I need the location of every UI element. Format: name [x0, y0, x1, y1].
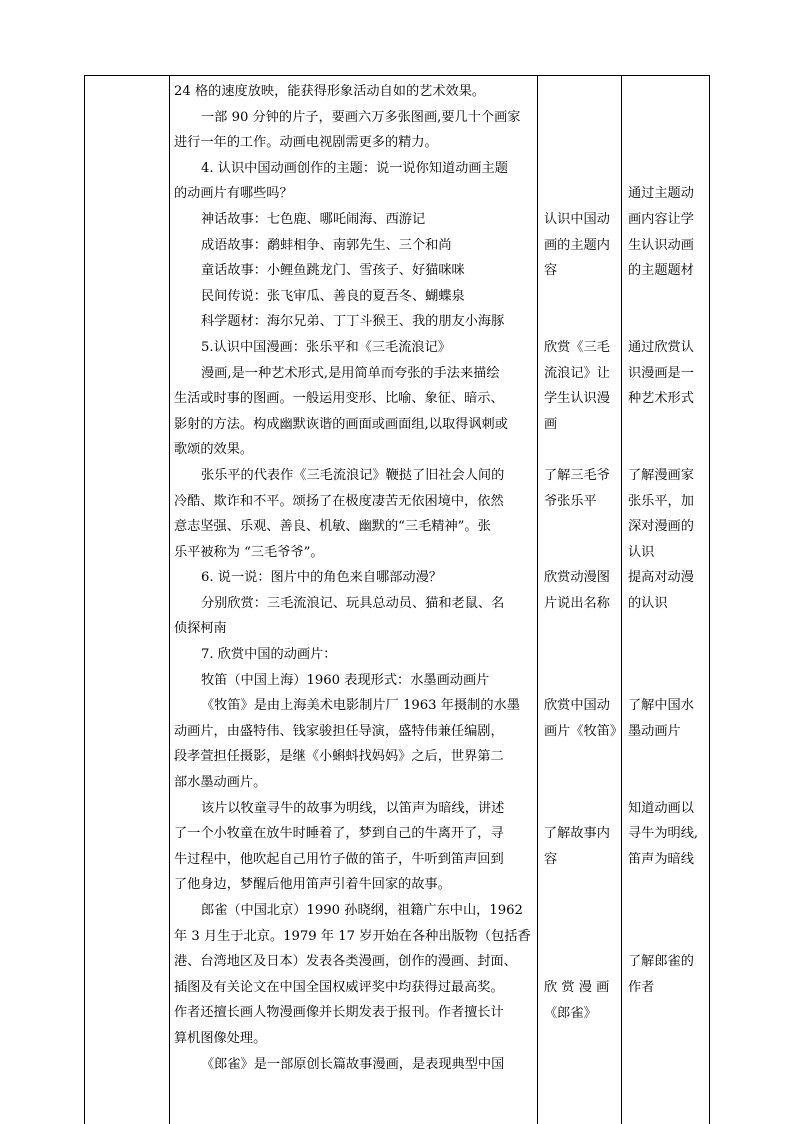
student-activity-line: 了解故事内 — [544, 826, 610, 842]
content-line: 影射的方法。构成幽默诙谐的画面或画面组,以取得讽刺或 — [174, 416, 508, 432]
design-intent-line: 通过主题动 — [628, 186, 694, 202]
student-activity-line: 欣赏中国动 — [544, 698, 610, 714]
content-line: 侦探柯南 — [174, 621, 227, 637]
content-line: 进行一年的工作。动画电视剧需更多的精力。 — [174, 135, 438, 151]
design-intent-line: 的认识 — [628, 595, 668, 611]
design-intent — [622, 693, 694, 744]
content-line: 了他身边，梦醒后他用笛声引着牛回家的故事。 — [174, 877, 451, 893]
content-line: 6. 说一说：图片中的角色来自哪部动漫？ — [201, 570, 442, 586]
design-intent — [622, 335, 694, 412]
content-line: 科学题材：海尔兄弟、丁丁斗猴王、我的朋友小海豚 — [201, 314, 505, 330]
design-intent-line: 种艺术形式 — [628, 391, 694, 407]
content-line: 作者还擅长画人物漫画像并长期发表于报刊。作者擅长计 — [174, 1005, 504, 1021]
student-activity-line: 容 — [544, 263, 558, 279]
design-intent-line: 的主题题材 — [628, 263, 694, 279]
student-activity-line: 容 — [544, 851, 558, 867]
design-intent-line: 识漫画是一 — [628, 365, 694, 381]
content-line: 成语故事：鹬蚌相争、南郭先生、三个和尚 — [201, 237, 452, 253]
content-line: 年 3 月生于北京。1979 年 17 岁开始在各种出版物（包括香 — [174, 928, 531, 944]
content-line: 乐平被称为 “三毛爷爷”。 — [174, 544, 324, 560]
design-intent — [622, 181, 694, 283]
student-activity — [538, 565, 610, 616]
student-activity-line: 欣赏动漫图 — [544, 570, 610, 586]
student-activity — [538, 207, 610, 284]
content-line: 《郎雀》是一部原创长篇故事漫画，是表现典型中国 — [201, 1056, 505, 1072]
content-line: 了一个小牧童在放牛时睡着了，梦到自己的牛离开了，寻 — [174, 826, 504, 842]
content-line: 分别欣赏：三毛流浪记、玩具总动员、猫和老鼠、名 — [201, 595, 505, 611]
content-line: 生活或时事的图画。一般运用变形、比喻、象征、暗示、 — [174, 391, 504, 407]
design-intent-line: 张乐平，加 — [628, 493, 694, 509]
student-activity-line: 流浪记》让 — [544, 365, 610, 381]
content-line: 《牧笛》是由上海美术电影制片厂 1963 年摄制的水墨 — [201, 698, 520, 714]
student-activity-line: 《郎雀》 — [544, 1005, 597, 1021]
student-activity — [538, 463, 610, 514]
student-activity-line: 画的主题内 — [544, 237, 610, 253]
design-intent-line: 画内容让学 — [628, 211, 694, 227]
design-intent-line: 了解漫画家 — [628, 468, 694, 483]
design-intent-line: 了解中国水 — [628, 698, 694, 714]
design-intent-line: 了解郎雀的 — [628, 954, 694, 970]
content-line: 牛过程中，他吹起自己用竹子做的笛子，牛听到笛声回到 — [174, 851, 504, 867]
content-line: 漫画,是一种艺术形式,是用简单而夸张的手法来描绘 — [201, 365, 500, 381]
student-activity — [538, 693, 623, 744]
content-line: 5.认识中国漫画：张乐平和《三毛流浪记》 — [201, 339, 451, 355]
design-intent — [622, 949, 694, 1000]
content-line: 插图及有关论文在中国全国权威评奖中均获得过最高奖。 — [174, 979, 504, 995]
content-line: 一部 90 分钟的片子，要画六万多张图画,要几十个画家 — [201, 109, 521, 125]
content-line: 段孝萱担任摄影，是继《小蝌蚪找妈妈》之后，世界第二 — [174, 749, 504, 765]
student-activity-line: 爷张乐平 — [544, 493, 597, 509]
content-line: 该片以牧童寻牛的故事为明线，以笛声为暗线，讲述 — [201, 800, 505, 816]
content-line: 算机图像处理。 — [174, 1030, 267, 1046]
student-activity-line: 了解三毛爷 — [544, 468, 610, 483]
content-line: 神话故事：七色鹿、哪吒闹海、西游记 — [201, 211, 426, 227]
design-intent-line: 认识 — [628, 544, 655, 560]
student-activity-line: 画片《牧笛》 — [544, 723, 624, 739]
design-intent-line: 墨动画片 — [628, 723, 681, 739]
content-line: 24 格的速度放映，能获得形象活动自如的艺术效果。 — [174, 84, 486, 99]
student-activity-line: 片说出名称 — [544, 595, 610, 611]
content-line: 意志坚强、乐观、善良、机敏、幽默的“三毛精神”。张 — [174, 519, 491, 535]
content-line: 的动画片有哪些吗？ — [174, 186, 293, 202]
design-intent — [622, 565, 694, 616]
content-line: 部水墨动画片。 — [174, 775, 267, 791]
content-line: 歌颂的效果。 — [174, 442, 254, 458]
student-activity-line: 欣赏《三毛 — [544, 340, 610, 355]
student-activity-line: 认识中国动 — [544, 212, 610, 227]
design-intent-line: 知道动画以 — [628, 800, 694, 816]
student-activity-line: 欣 赏 漫 画 — [544, 980, 610, 995]
design-intent-line: 深对漫画的 — [628, 519, 694, 535]
content-line: 港、台湾地区及日本）发表各类漫画，创作的漫画、封面、 — [174, 954, 517, 970]
design-intent-line: 寻牛为明线, — [628, 826, 699, 842]
content-line: 7. 欣赏中国的动画片： — [201, 647, 337, 663]
design-intent-line: 笛声为暗线 — [628, 851, 694, 867]
content-line: 牧笛（中国上海）1960 表现形式：水墨画动画片 — [201, 672, 490, 688]
student-activity — [538, 821, 610, 872]
student-activity — [538, 975, 609, 1026]
content-line: 动画片，由盛特伟、钱家骏担任导演，盛特伟兼任编剧， — [174, 723, 504, 739]
content-line: 民间传说：张飞审瓜、善良的夏吾冬、蝴蝶泉 — [201, 288, 465, 304]
design-intent-line: 提高对动漫 — [628, 570, 694, 586]
design-intent-line: 通过欣赏认 — [628, 340, 694, 355]
content-line: 郎雀（中国北京）1990 孙晓纲，祖籍广东中山，1962 — [201, 903, 523, 918]
column-divider — [169, 76, 170, 1124]
design-intent-line: 作者 — [628, 979, 655, 995]
design-intent-line: 生认识动画 — [628, 237, 694, 253]
teaching-content-cell — [174, 79, 536, 1077]
content-line: 冷酷、欺诈和不平。颂扬了在极度凄苦无依困境中，依然 — [174, 493, 504, 509]
content-line: 童话故事：小鲤鱼跳龙门、雪孩子、好猫咪咪 — [201, 263, 465, 279]
content-line: 4. 认识中国动画创作的主题：说一说你知道动画主题 — [201, 160, 508, 176]
lesson-plan-table — [84, 75, 710, 1124]
design-intent — [622, 796, 698, 873]
design-intent — [622, 463, 694, 565]
content-line: 张乐平的代表作《三毛流浪记》鞭挞了旧社会人间的 — [201, 467, 505, 483]
student-activity-line: 画 — [544, 416, 558, 432]
student-activity-line: 学生认识漫 — [544, 391, 610, 407]
student-activity — [538, 335, 610, 437]
